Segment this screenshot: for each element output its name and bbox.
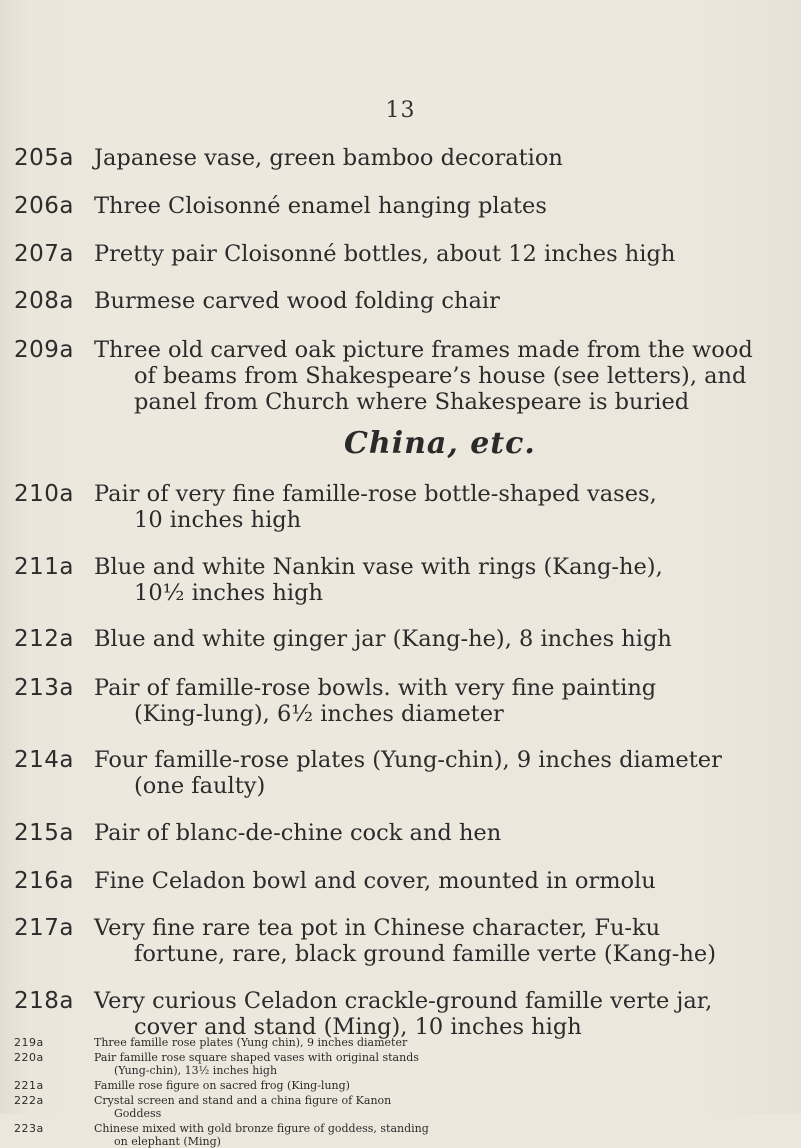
lot-number: 214a bbox=[14, 747, 74, 773]
lot-description-line: (one faulty) bbox=[134, 773, 266, 799]
lot-number: 212a bbox=[14, 626, 74, 652]
lot-description bbox=[94, 554, 788, 606]
page-number: 13 bbox=[385, 98, 416, 123]
lot-description bbox=[94, 241, 788, 267]
lot-number: 210a bbox=[14, 481, 74, 507]
lot-description-line: Very curious Celadon crackle-ground famille verte jar, bbox=[94, 988, 713, 1014]
lot-description bbox=[94, 1122, 788, 1148]
lot-number: 209a bbox=[14, 337, 74, 363]
lot-description-line: Goddess bbox=[114, 1107, 162, 1120]
lot-number: 222a bbox=[14, 1094, 44, 1107]
lot-number: 211a bbox=[14, 554, 74, 580]
lot-description bbox=[94, 193, 788, 219]
lot-description bbox=[94, 1079, 788, 1092]
lot-description-line: of beams from Shakespeare’s house (see letters), and bbox=[134, 363, 747, 389]
lot-description bbox=[94, 1094, 788, 1120]
lot-description bbox=[94, 145, 788, 171]
lot-number: 206a bbox=[14, 193, 74, 219]
lot-description-line: Blue and white Nankin vase with rings (Kang-he), bbox=[94, 554, 663, 580]
lot-number: 216a bbox=[14, 868, 74, 894]
lot-number: 220a bbox=[14, 1051, 44, 1064]
lot-description bbox=[94, 288, 788, 314]
lot-description-line: Famille rose figure on sacred frog (King-lung) bbox=[94, 1079, 350, 1092]
lot-number: 219a bbox=[14, 1036, 44, 1049]
lot-description-line: (King-lung), 6½ inches diameter bbox=[134, 701, 504, 727]
lot-description-line: Four famille-rose plates (Yung-chin), 9 inches diameter bbox=[94, 747, 722, 773]
lot-description-line: Japanese vase, green bamboo decoration bbox=[94, 145, 563, 171]
lot-description bbox=[94, 337, 788, 415]
lot-description bbox=[94, 915, 788, 967]
lot-description bbox=[94, 747, 788, 799]
lot-description-line: Pair of famille-rose bowls. with very fine painting bbox=[94, 675, 657, 701]
lot-description-line: 10 inches high bbox=[134, 507, 302, 533]
lot-number: 218a bbox=[14, 988, 74, 1014]
lot-number: 208a bbox=[14, 288, 74, 314]
lot-description-line: 10½ inches high bbox=[134, 580, 323, 606]
lot-description-line: Fine Celadon bowl and cover, mounted in ormolu bbox=[94, 868, 656, 894]
lot-description bbox=[94, 820, 788, 846]
lot-description bbox=[94, 868, 788, 894]
lot-description-line: panel from Church where Shakespeare is buried bbox=[134, 389, 690, 415]
lot-description-line: Three Cloisonné enamel hanging plates bbox=[94, 193, 547, 219]
lot-list-continued bbox=[0, 1036, 801, 1148]
lot-number: 217a bbox=[14, 915, 74, 941]
lot-description-line: Three famille rose plates (Yung chin), 9 inches diameter bbox=[94, 1036, 408, 1049]
lot-description bbox=[94, 481, 788, 533]
lot-description-line: Crystal screen and stand and a china figure of Kanon bbox=[94, 1094, 392, 1107]
lot-description-line: Very fine rare tea pot in Chinese character, Fu-ku bbox=[94, 915, 661, 941]
lot-description-line: Blue and white ginger jar (Kang-he), 8 inches high bbox=[94, 626, 672, 652]
lot-description-line: Pair famille rose square shaped vases with original stands bbox=[94, 1051, 419, 1064]
lot-description bbox=[94, 626, 788, 652]
lot-description-line: Burmese carved wood folding chair bbox=[94, 288, 500, 314]
section-heading: China, etc. bbox=[344, 426, 536, 461]
lot-description bbox=[94, 675, 788, 727]
lot-description-line: fortune, rare, black ground famille verte (Kang-he) bbox=[134, 941, 716, 967]
lot-description-line: Pair of blanc-de-chine cock and hen bbox=[94, 820, 502, 846]
lot-description-line: Pretty pair Cloisonné bottles, about 12 inches high bbox=[94, 241, 676, 267]
lot-description-line: Pair of very fine famille-rose bottle-shaped vases, bbox=[94, 481, 657, 507]
lot-number: 213a bbox=[14, 675, 74, 701]
lot-number: 215a bbox=[14, 820, 74, 846]
lot-number: 223a bbox=[14, 1122, 44, 1135]
lot-description-line: cover and stand (Ming), 10 inches high bbox=[134, 1014, 582, 1040]
lot-description-line: Chinese mixed with gold bronze figure of goddess, standing bbox=[94, 1122, 429, 1135]
lot-description-line: on elephant (Ming) bbox=[114, 1135, 221, 1148]
lot-description-line: Three old carved oak picture frames made from the wood bbox=[94, 337, 753, 363]
lot-description-line: (Yung-chin), 13½ inches high bbox=[114, 1064, 278, 1077]
lot-number: 207a bbox=[14, 241, 74, 267]
lot-description bbox=[94, 1036, 788, 1049]
lot-number: 221a bbox=[14, 1079, 44, 1092]
lot-description bbox=[94, 988, 788, 1040]
lot-number: 205a bbox=[14, 145, 74, 171]
lot-description bbox=[94, 1051, 788, 1077]
